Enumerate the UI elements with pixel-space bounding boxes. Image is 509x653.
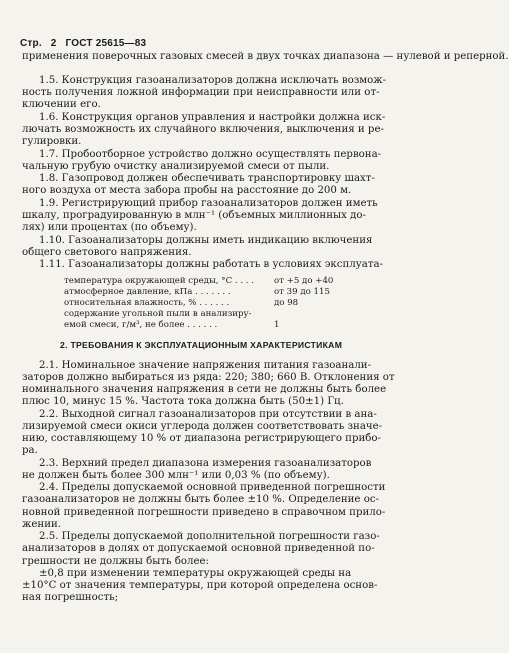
text-line: 1.10. Газоанализаторы должны иметь индикацию включения: [39, 235, 373, 246]
text-line: 1.9. Регистрирующий прибор газоанализаторов должен иметь: [39, 198, 378, 209]
text-line: 1.5. Конструкция газоанализаторов должна исключать возмож-: [39, 75, 387, 86]
text-line: ная погрешность;: [22, 592, 119, 603]
text-line: общего светового напряжения.: [22, 247, 192, 258]
text-line: применения поверочных газовых смесей в двух точках диапазона — нулевой и реперной.: [22, 51, 509, 62]
text-line: 1.8. Газопровод должен обеспечивать транспортировку шахт-: [39, 173, 375, 184]
text-line: новной приведенной погрешности приведено в справочном прило-: [22, 507, 386, 518]
condition-param: емой смеси, г/м³, не более . . . . . .: [64, 320, 218, 330]
text-line: ±10°C от значения температуры, при которой определена основ-: [22, 580, 378, 591]
text-line: ключении его.: [22, 99, 101, 110]
text-line: газоанализаторов не должны быть более ±10 %. Определение ос-: [22, 494, 379, 505]
text-line: грешности не должны быть более:: [22, 556, 209, 567]
page-header: [20, 38, 152, 49]
condition-row: [64, 309, 394, 320]
text-line: не должен быть более 300 млн⁻¹ или 0,03 % (по объему).: [22, 470, 330, 481]
text-line: плюс 10, минус 15 %. Частота тока должна быть (50±1) Гц.: [22, 396, 344, 407]
text-line: чальную грубую очистку анализируемой смеси от пыли.: [22, 161, 330, 172]
condition-value: до 98: [274, 298, 299, 308]
text-line: 2.3. Верхний предел диапазона измерения газоанализаторов: [39, 458, 372, 469]
text-line: лях) или процентах (по объему).: [22, 222, 197, 233]
document-code: ГОСТ 25615—83: [65, 38, 147, 49]
text-line: заторов должно выбираться из ряда: 220; 380; 660 В. Отклонения от: [22, 372, 395, 383]
page-number: 2: [50, 38, 57, 49]
section-title: 2. ТРЕБОВАНИЯ К ЭКСПЛУАТАЦИОННЫМ ХАРАКТЕРИСТИКАМ: [60, 340, 343, 350]
text-line: 2.1. Номинальное значение напряжения питания газоанали-: [39, 360, 372, 371]
text-line: 2.5. Пределы допускаемой дополнительной погрешности газо-: [39, 531, 380, 542]
text-line: лизируемой смеси окиси углерода должен соответствовать значе-: [22, 421, 383, 432]
condition-param: содержание угольной пыли в анализиру-: [64, 309, 252, 319]
text-line: 1.6. Конструкция органов управления и настройки должна иск-: [39, 112, 386, 123]
page-label: Стр.: [20, 38, 42, 49]
condition-param: температура окружающей среды, °C . . . .: [64, 276, 254, 286]
condition-param: атмосферное давление, кПа . . . . . . .: [64, 287, 231, 297]
text-line: 2.4. Пределы допускаемой основной приведенной погрешности: [39, 482, 386, 493]
text-line: гулировки.: [22, 136, 82, 147]
condition-value: от +5 до +40: [274, 276, 334, 286]
text-line: ±0,8 при изменении температуры окружающей среды на: [39, 568, 352, 579]
condition-row: [64, 276, 394, 287]
condition-value: 1: [274, 320, 280, 330]
text-line: ного воздуха от места забора пробы на расстояние до 200 м.: [22, 185, 352, 196]
text-line: жении.: [22, 519, 62, 530]
condition-row: [64, 298, 394, 309]
text-line: номинального значения напряжения в сети не должны быть более: [22, 384, 387, 395]
text-line: шкалу, проградуированную в млн⁻¹ (объемных миллионных до-: [22, 210, 366, 221]
condition-row: [64, 287, 394, 298]
text-line: ра.: [22, 445, 38, 456]
text-line: 2.2. Выходной сигнал газоанализаторов при отсутствии в ана-: [39, 409, 377, 420]
text-line: нию, составляющему 10 % от диапазона регистрирующего прибо-: [22, 433, 381, 444]
text-line: лючать возможность их случайного включения, выключения и ре-: [22, 124, 384, 135]
condition-row: [64, 320, 394, 331]
text-line: 1.11. Газоанализаторы должны работать в условиях эксплуата-: [39, 259, 383, 270]
text-line: анализаторов в долях от допускаемой основной приведенной по-: [22, 543, 375, 554]
text-line: 1.7. Пробоотборное устройство должно осуществлять первона-: [39, 149, 382, 160]
text-line: ность получения ложной информации при неисправности или от-: [22, 87, 380, 98]
condition-value: от 39 до 115: [274, 287, 330, 297]
condition-param: относительная влажность, % . . . . . .: [64, 298, 230, 308]
